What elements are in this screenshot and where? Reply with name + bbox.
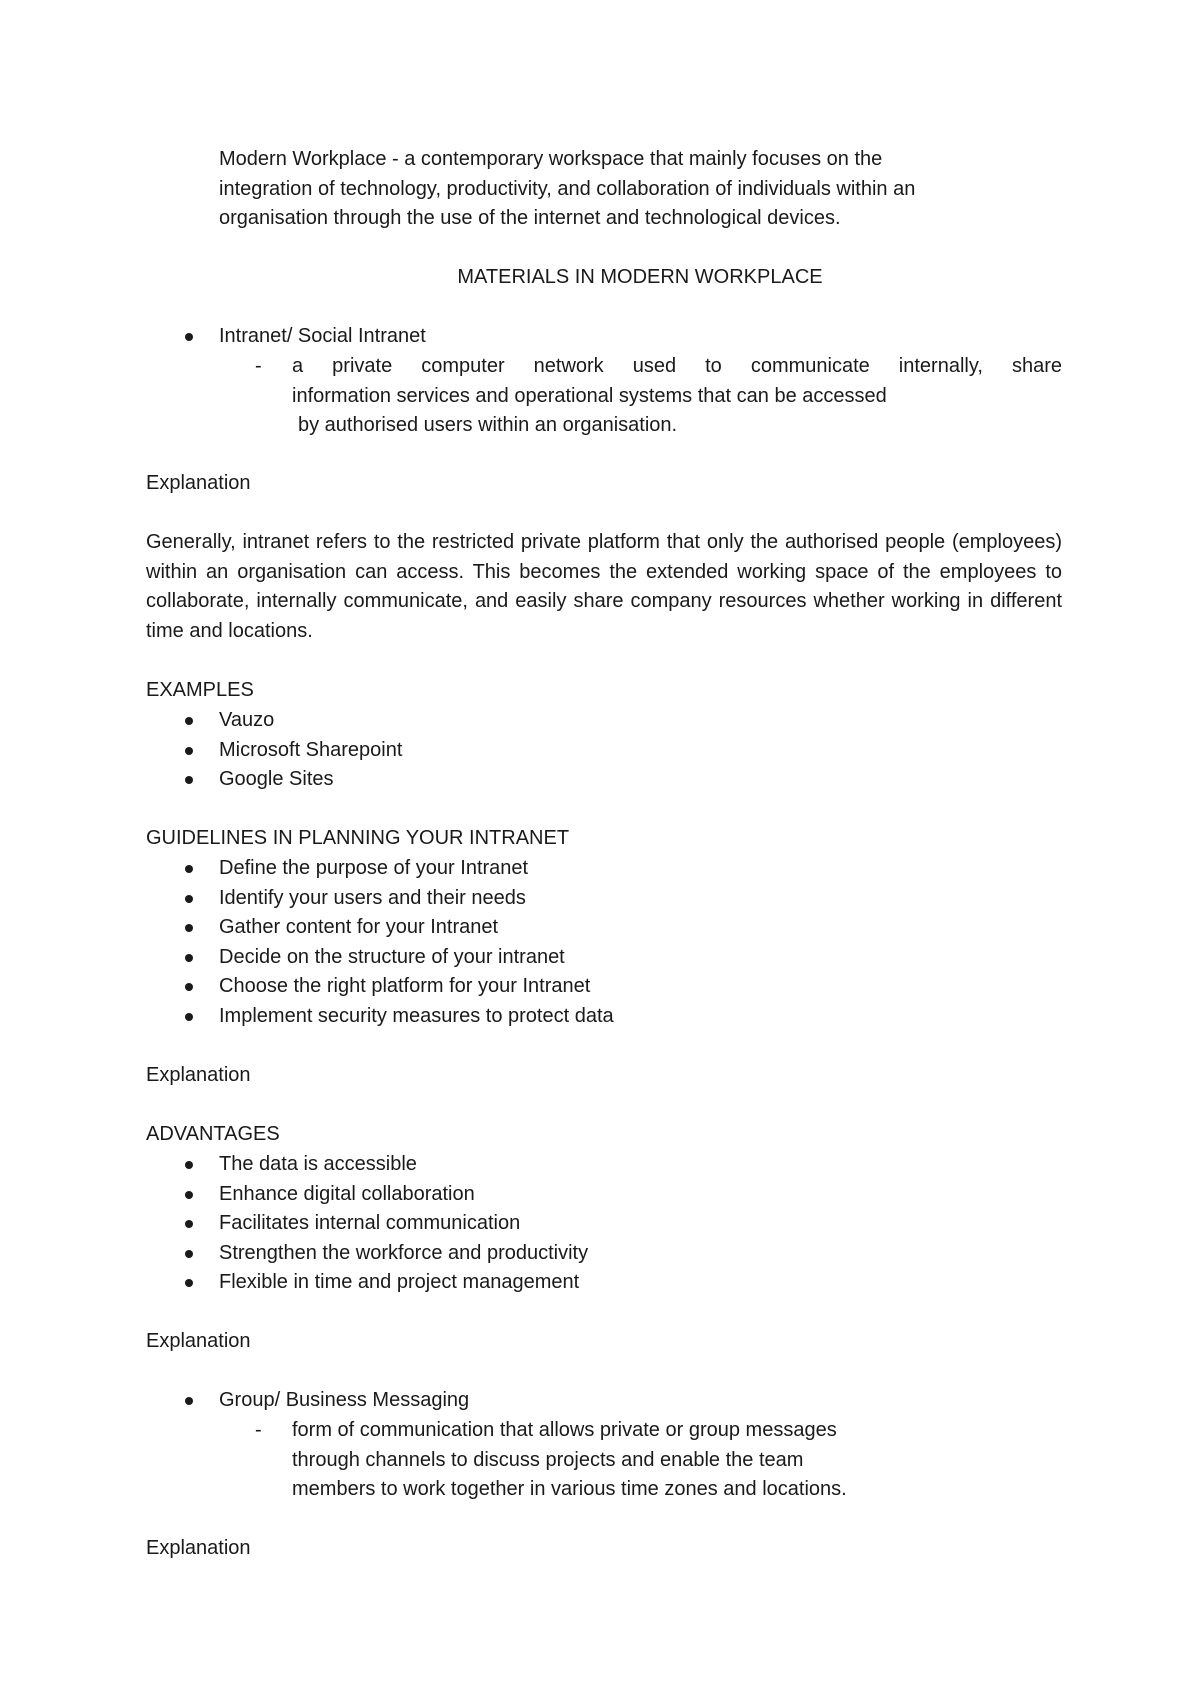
definition-line: by authorised users within an organisation. (298, 414, 678, 436)
list-item: Implement security measures to protect data (146, 1002, 1062, 1032)
bullet-icon (185, 1220, 193, 1228)
intro-paragraph (219, 145, 1019, 234)
bullet-icon (185, 1191, 193, 1199)
bullet-icon (185, 747, 193, 755)
list-item: Flexible in time and project management (146, 1268, 1062, 1298)
guidelines-list (146, 854, 1062, 1031)
list-item: Define the purpose of your Intranet (146, 854, 1062, 884)
definition-line: a private computer network used to communicate internally, share (292, 355, 1062, 377)
intro-line: integration of technology, productivity, and collaboration of individuals within an (219, 177, 916, 200)
examples-heading: EXAMPLES (146, 679, 254, 701)
definition-line: form of communication that allows private or group messages (292, 1419, 837, 1441)
definition-line: information services and operational systems that can be accessed (292, 384, 887, 407)
list-item: Vauzo (146, 706, 1062, 736)
section-title: MATERIALS IN MODERN WORKPLACE (457, 266, 823, 288)
list-item: Decide on the structure of your intranet (146, 943, 1062, 973)
bullet-icon (185, 717, 193, 725)
general-paragraph: Generally, intranet refers to the restricted private platform that only the authorised people (employees) within an organisation can access. This becomes the extended working space of the employees to collaborate, internally communicate, and easily share company resources whether working in different time and locations. (146, 531, 1062, 642)
advantages-heading: ADVANTAGES (146, 1123, 280, 1145)
list-item: Microsoft Sharepoint (146, 736, 1062, 766)
list-item (146, 1386, 1062, 1416)
list-item: The data is accessible (146, 1150, 1062, 1180)
list-item: Facilitates internal communication (146, 1209, 1062, 1239)
intranet-list (146, 322, 1062, 352)
dash-marker: - (255, 1419, 262, 1441)
bullet-icon (185, 865, 193, 873)
advantages-list (146, 1150, 1062, 1298)
bullet-icon (185, 1013, 193, 1021)
bullet-icon (185, 924, 193, 932)
bullet-icon (185, 1161, 193, 1169)
list-item: Enhance digital collaboration (146, 1180, 1062, 1210)
messaging-title: Group/ Business Messaging (219, 1389, 470, 1411)
intro-line: organisation through the use of the internet and technological devices. (219, 207, 841, 229)
intranet-title: Intranet/ Social Intranet (219, 325, 426, 347)
list-item: Google Sites (146, 765, 1062, 795)
list-item: Strengthen the workforce and productivity (146, 1239, 1062, 1269)
list-item: Identify your users and their needs (146, 884, 1062, 914)
bullet-icon (185, 1250, 193, 1258)
definition-line: through channels to discuss projects and enable the team (292, 1448, 804, 1471)
bullet-icon (185, 1397, 193, 1405)
explanation-heading: Explanation (146, 1330, 251, 1352)
examples-list (146, 706, 1062, 795)
explanation-heading: Explanation (146, 1064, 251, 1086)
bullet-icon (185, 954, 193, 962)
intranet-definition (255, 352, 1062, 441)
dash-marker: - (255, 355, 262, 377)
messaging-list (146, 1386, 1062, 1416)
list-item: Choose the right platform for your Intranet (146, 972, 1062, 1002)
intro-line: Modern Workplace - a contemporary workspace that mainly focuses on the (219, 148, 883, 170)
explanation-heading: Explanation (146, 1537, 251, 1559)
explanation-heading: Explanation (146, 472, 251, 494)
bullet-icon (185, 776, 193, 784)
messaging-definition (255, 1416, 1062, 1505)
list-item: Gather content for your Intranet (146, 913, 1062, 943)
definition-line: members to work together in various time zones and locations. (292, 1478, 847, 1500)
bullet-icon (185, 895, 193, 903)
list-item (146, 322, 1062, 352)
bullet-icon (185, 1279, 193, 1287)
bullet-icon (185, 333, 193, 341)
bullet-icon (185, 983, 193, 991)
guidelines-heading: GUIDELINES IN PLANNING YOUR INTRANET (146, 827, 570, 849)
